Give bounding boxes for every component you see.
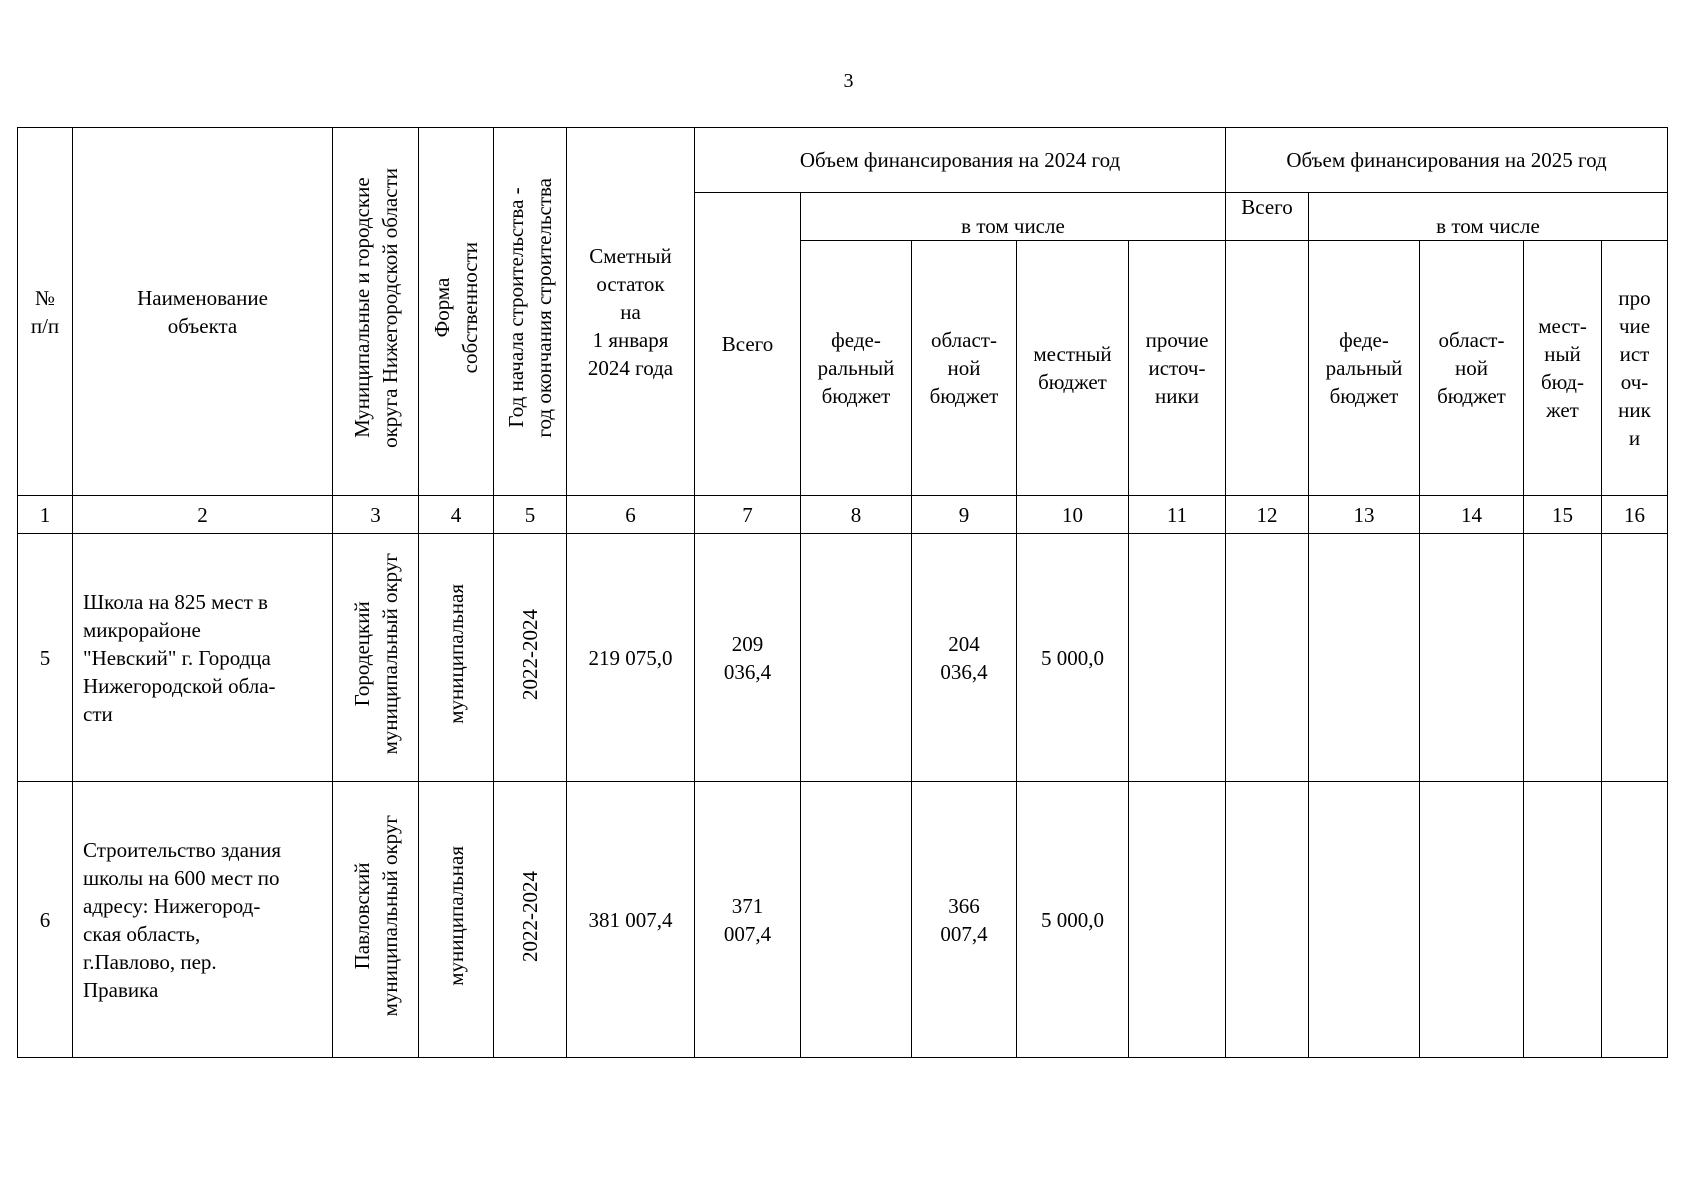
row-num: 6 (18, 782, 73, 1058)
row-ownership: муниципальная (444, 584, 468, 724)
row-fed-2024 (801, 534, 912, 782)
header-reg-2024: област- ной бюджет (912, 241, 1017, 496)
header-ownership-cell (419, 128, 494, 496)
header-fed-2024: феде- ральный бюджет (801, 241, 912, 496)
row-ownership: муниципальная (444, 846, 468, 986)
header-fed-2025: феде- ральный бюджет (1309, 241, 1420, 496)
col-number: 1 (18, 496, 73, 534)
row-district: Городецкий муниципальный округ (349, 553, 402, 755)
col-number: 14 (1420, 496, 1524, 534)
row-total-2025 (1226, 782, 1309, 1058)
header-years-cell (494, 128, 567, 496)
header-balance: Сметный остаток на 1 января 2024 года (567, 128, 695, 496)
header-name: Наименование объекта (73, 128, 333, 496)
col-number: 9 (912, 496, 1017, 534)
row-reg-2025 (1420, 534, 1524, 782)
row-loc-2024: 5 000,0 (1017, 534, 1129, 782)
row-reg-2025 (1420, 782, 1524, 1058)
row-oth-2025 (1602, 782, 1668, 1058)
header-incl-2025: в том числе (1309, 193, 1668, 241)
header-reg-2025: област- ной бюджет (1420, 241, 1524, 496)
col-number: 2 (73, 496, 333, 534)
row-district: Павловский муниципальный округ (349, 815, 402, 1017)
row-years-cell (494, 782, 567, 1058)
row-oth-2025 (1602, 534, 1668, 782)
col-number: 4 (419, 496, 494, 534)
row-total-2025 (1226, 534, 1309, 782)
column-number-row (18, 496, 1668, 534)
row-fed-2025 (1309, 534, 1420, 782)
header-num: № п/п (18, 128, 73, 496)
header-total-2025: Всего (1226, 193, 1309, 241)
col-number: 15 (1524, 496, 1602, 534)
col-number: 12 (1226, 496, 1309, 534)
col-number: 11 (1129, 496, 1226, 534)
row-loc-2025 (1524, 534, 1602, 782)
col-number: 16 (1602, 496, 1668, 534)
row-reg-2024: 204 036,4 (912, 534, 1017, 782)
header-municipal: Муниципальные и городские округа Нижегородской области (349, 168, 402, 448)
row-balance: 381 007,4 (567, 782, 695, 1058)
row-ownership-cell (419, 782, 494, 1058)
row-oth-2024 (1129, 782, 1226, 1058)
col-number: 7 (695, 496, 801, 534)
page-number: 3 (843, 70, 854, 92)
financing-table (17, 127, 1668, 1058)
header-group-2025: Объем финансирования на 2025 год (1226, 128, 1668, 193)
table-row (18, 782, 1668, 1058)
row-fed-2025 (1309, 782, 1420, 1058)
row-total-2024: 371 007,4 (695, 782, 801, 1058)
header-municipal-cell (333, 128, 419, 496)
row-name: Школа на 825 мест в микрорайоне "Невский" г. Городца Нижегородской обла- сти (73, 534, 333, 782)
row-district-cell (333, 782, 419, 1058)
header-empty-2025 (1226, 241, 1309, 496)
header-group-2024: Объем финансирования на 2024 год (695, 128, 1226, 193)
row-years: 2022-2024 (518, 608, 542, 700)
row-total-2024: 209 036,4 (695, 534, 801, 782)
row-loc-2024: 5 000,0 (1017, 782, 1129, 1058)
header-total-2024: Всего (695, 193, 801, 496)
row-balance: 219 075,0 (567, 534, 695, 782)
row-fed-2024 (801, 782, 912, 1058)
header-years: Год начала строительства - год окончания строительства (504, 178, 556, 438)
header-loc-2024: местный бюджет (1017, 241, 1129, 496)
row-name: Строительство здания школы на 600 мест по адресу: Нижегород- ская область, г.Павлово, пер. Правика (73, 782, 333, 1058)
row-years-cell (494, 534, 567, 782)
row-ownership-cell (419, 534, 494, 782)
header-loc-2025: мест- ный бюд- жет (1524, 241, 1602, 496)
row-years: 2022-2024 (518, 870, 542, 962)
col-number: 13 (1309, 496, 1420, 534)
header-oth-2025: про чие ист оч- ник и (1602, 241, 1668, 496)
col-number: 8 (801, 496, 912, 534)
col-number: 6 (567, 496, 695, 534)
col-number: 3 (333, 496, 419, 534)
header-ownership: Форма собственности (430, 242, 482, 374)
header-incl-2024: в том числе (801, 193, 1226, 241)
row-loc-2025 (1524, 782, 1602, 1058)
row-district-cell (333, 534, 419, 782)
header-oth-2024: прочие источ- ники (1129, 241, 1226, 496)
table-row (18, 534, 1668, 782)
col-number: 10 (1017, 496, 1129, 534)
row-oth-2024 (1129, 534, 1226, 782)
col-number: 5 (494, 496, 567, 534)
row-reg-2024: 366 007,4 (912, 782, 1017, 1058)
row-num: 5 (18, 534, 73, 782)
